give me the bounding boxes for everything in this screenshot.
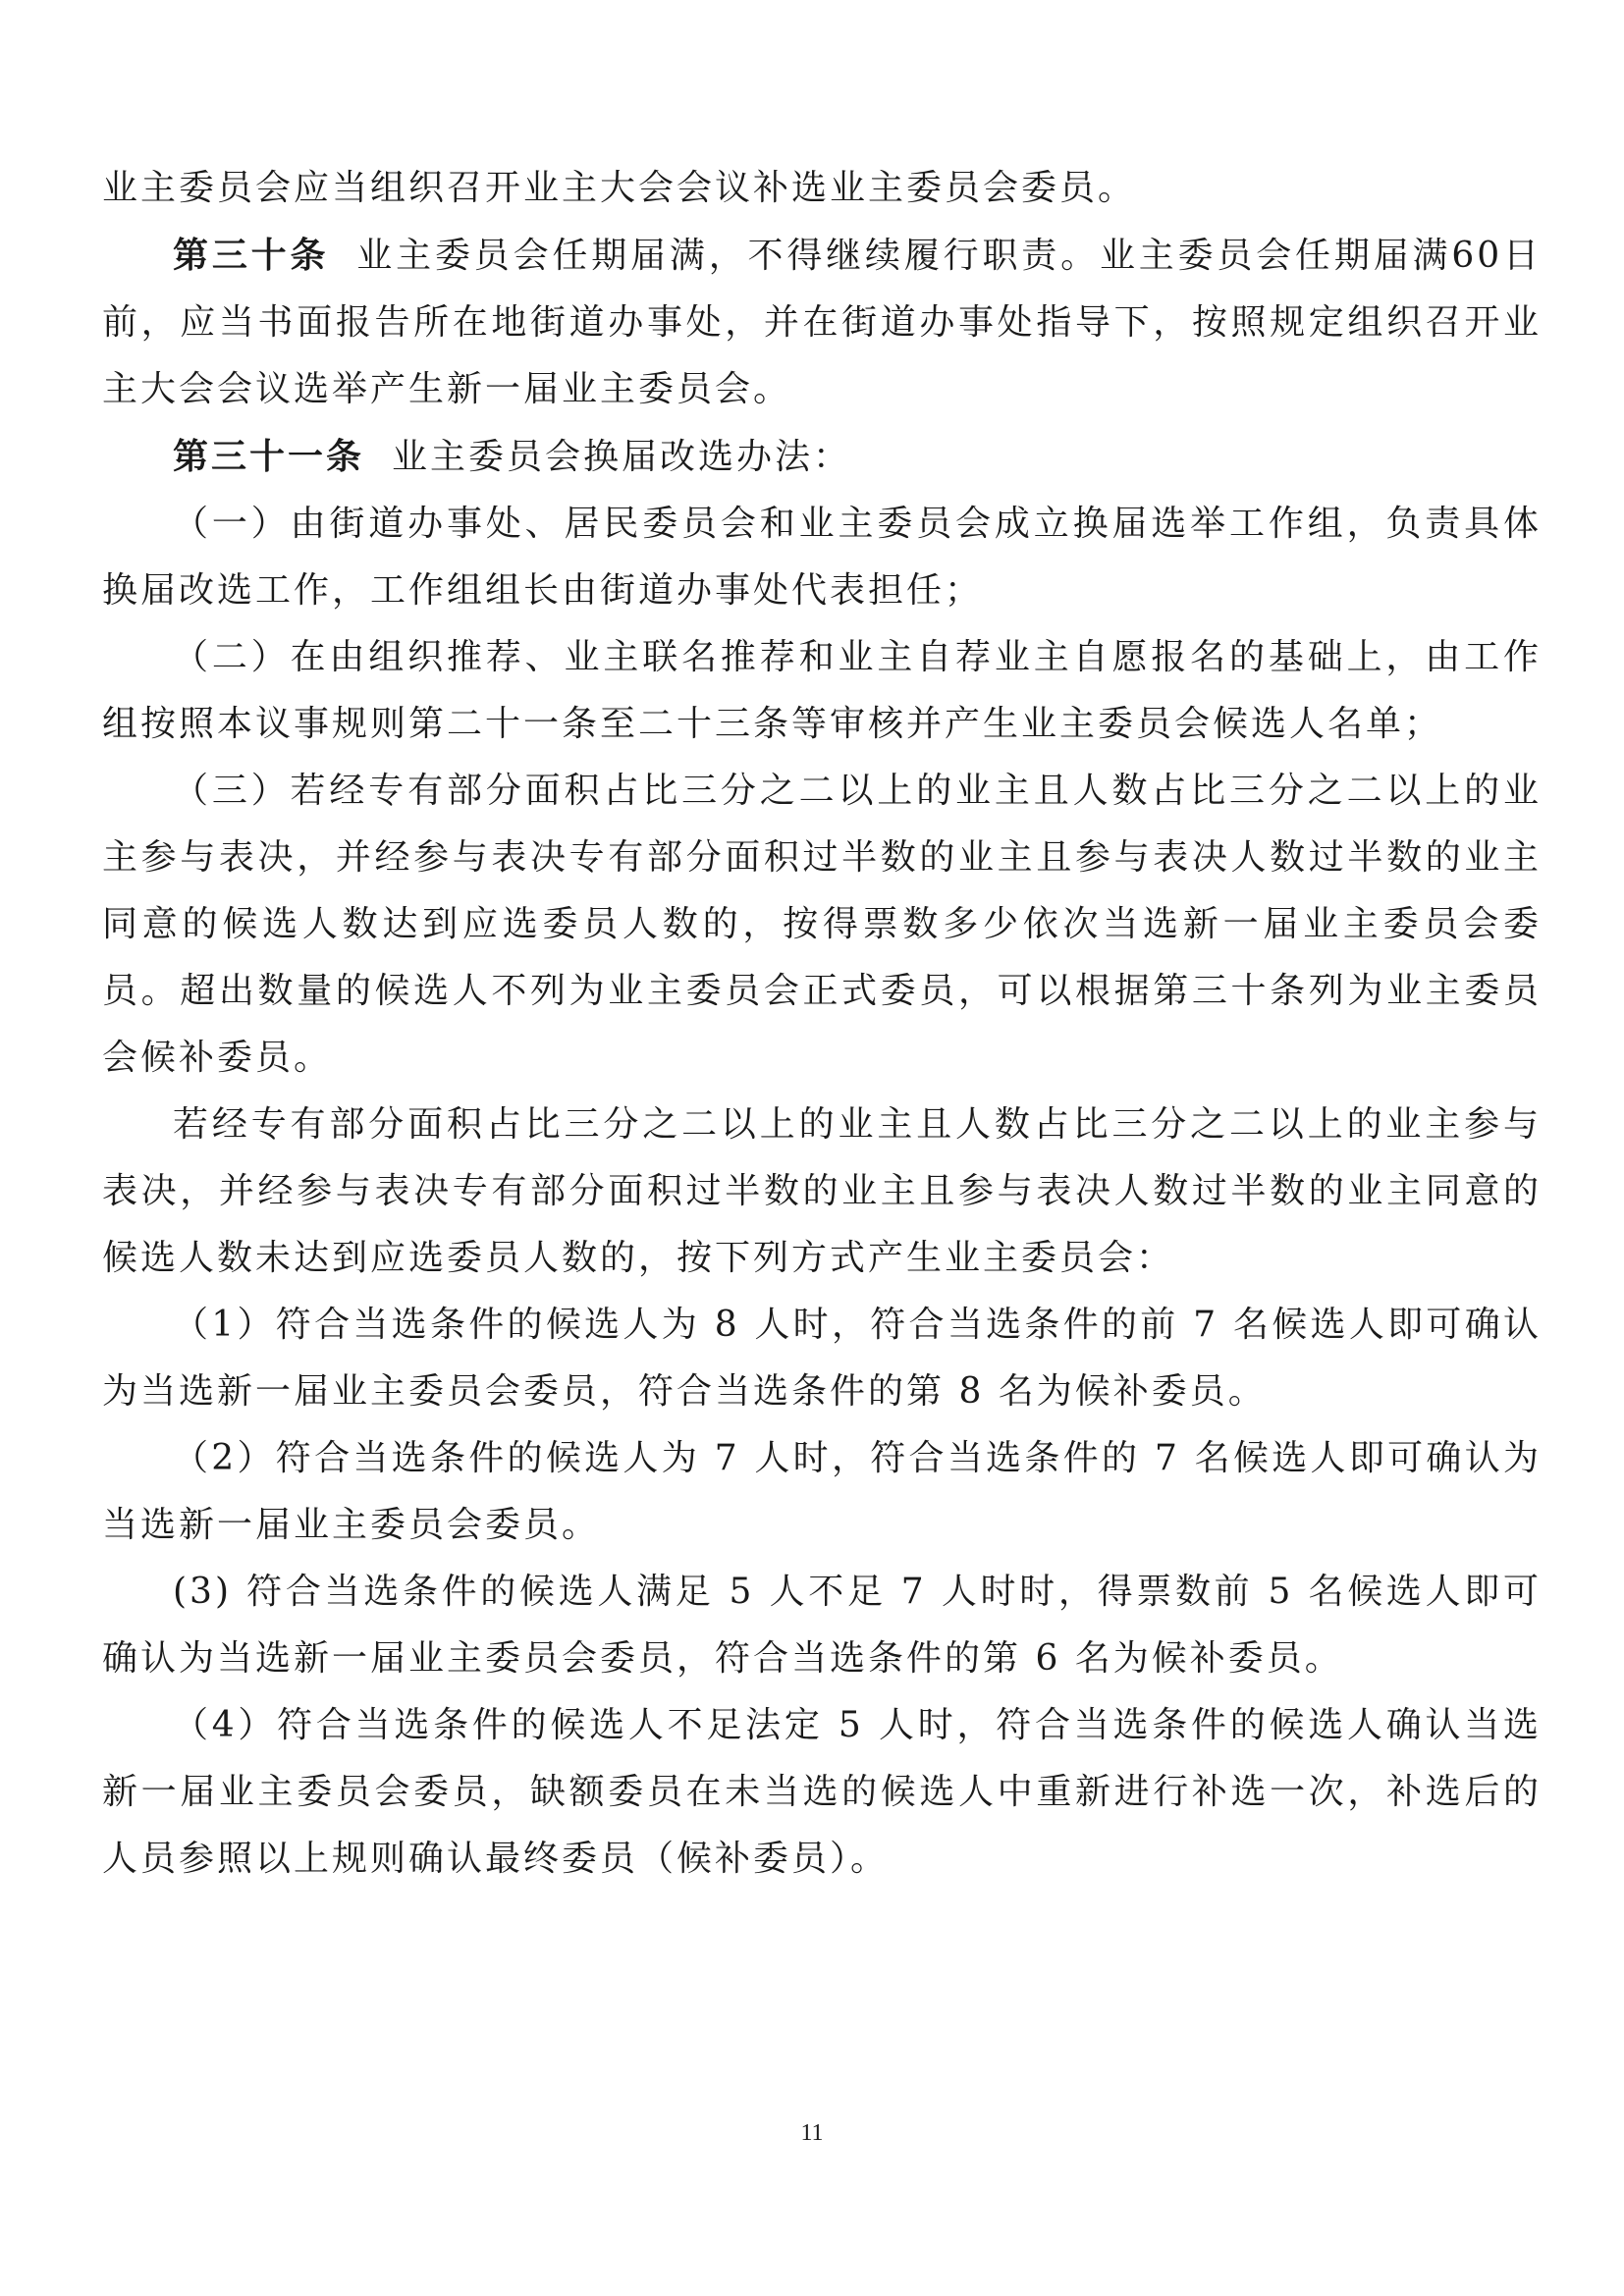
rule-1-paragraph [102,1292,1542,1425]
article-31-label: 第三十一条 [173,436,365,477]
rule-4-paragraph [102,1692,1542,1893]
article-30-label: 第三十条 [173,235,330,276]
rule-3-paragraph [102,1559,1542,1692]
paragraph-text: 业主委员会换届改选办法： [392,437,852,477]
paragraph-text: （二）在由组织推荐、业主联名推荐和业主自荐业主自愿报名的基础上，由工作组按照本议事规则第二十一条至二十三条等审核并产生业主委员会候选人名单； [102,637,1542,744]
paragraph-text: 业主委员会应当组织召开业主大会会议补选业主委员会委员。 [102,168,1137,208]
document-body [102,155,1542,1893]
paragraph-text: （1）符合当选条件的候选人为 8 人时，符合当选条件的前 7 名候选人即可确认为当选新一届业主委员会委员，符合当选条件的第 8 名为候补委员。 [102,1305,1542,1412]
page-number: 11 [800,2120,824,2146]
fallback-paragraph [102,1092,1542,1292]
paragraph-text: （三）若经专有部分面积占比三分之二以上的业主且人数占比三分之二以上的业主参与表决，并经参与表决专有部分面积过半数的业主且参与表决人数过半数的业主同意的候选人数达到应选委员人数的，按得票数多少依次当选新一届业主委员会委员。超出数量的候选人不列为业主委员会正式委员，可以根据第三十条列为业主委员会候补委员。 [102,771,1542,1078]
item-2-paragraph [102,624,1542,758]
rule-2-paragraph [102,1425,1542,1559]
paragraph-text: （一）由街道办事处、居民委员会和业主委员会成立换届选举工作组，负责具体换届改选工作，工作组组长由街道办事处代表担任； [102,504,1542,611]
paragraph-text: 若经专有部分面积占比三分之二以上的业主且人数占比三分之二以上的业主参与表决，并经参与表决专有部分面积过半数的业主且参与表决人数过半数的业主同意的候选人数未达到应选委员人数的，按下列方式产生业主委员会： [102,1104,1542,1278]
article-31-paragraph [102,423,1542,491]
paragraph-text: (3) 符合当选条件的候选人满足 5 人不足 7 人时时，得票数前 5 名候选人即可确认为当选新一届业主委员会委员，符合当选条件的第 6 名为候补委员。 [102,1572,1542,1679]
paragraph-text: （2）符合当选条件的候选人为 7 人时，符合当选条件的 7 名候选人即可确认为当选新一届业主委员会委员。 [102,1438,1542,1545]
item-3-paragraph [102,758,1542,1092]
item-1-paragraph [102,491,1542,624]
article-30-paragraph [102,222,1542,423]
paragraph-text: 业主委员会任期届满，不得继续履行职责。业主委员会任期届满60日前，应当书面报告所在地街道办事处，并在街道办事处指导下，按照规定组织召开业主大会会议选举产生新一届业主委员会。 [102,236,1542,409]
paragraph-1 [102,155,1542,222]
paragraph-text: （4）符合当选条件的候选人不足法定 5 人时，符合当选条件的候选人确认当选新一届业主委员会委员，缺额委员在未当选的候选人中重新进行补选一次，补选后的人员参照以上规则确认最终委员（候补委员）。 [102,1705,1542,1879]
